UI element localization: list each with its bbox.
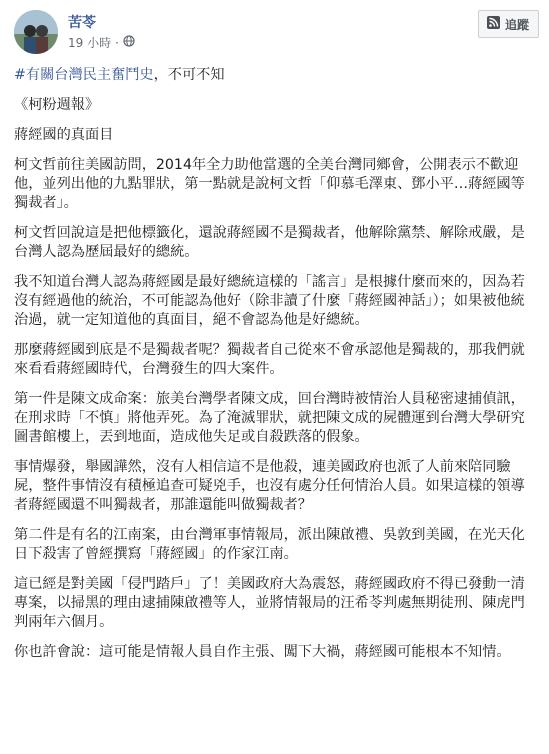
- follow-label: 追蹤: [504, 17, 529, 32]
- paragraph: 我不知道台灣人認為蔣經國是最好總統這樣的「謠言」是根據什麼而來的，因為若沒有經過他的統治，不可能認為他好（除非讀了什麼「蔣經國神話」）；如果被他統治過，就一定知道他的真面目，絕不會認為他是好總統。: [14, 274, 525, 328]
- hashtag-suffix: ，不可不知: [153, 67, 225, 83]
- follow-button[interactable]: [478, 10, 539, 38]
- hashtag-link[interactable]: #有關台灣民主奮鬥史: [14, 67, 154, 83]
- paragraph: 第一件是陳文成命案：旅美台灣學者陳文成，回台灣時被情治人員秘密逮捕偵訊，在刑求時「不慎」將他弄死。為了淹滅罪狀，就把陳文成的屍體運到台灣大學研究圖書館樓上，丟到地面，造成他失足或自殺跌落的假象。: [14, 391, 525, 445]
- paragraph: 那麼蔣經國到底是不是獨裁者呢？獨裁者自己從來不會承認他是獨裁的，那我們就來看看蔣經國時代，台灣發生的四大案件。: [14, 342, 525, 377]
- author-name[interactable]: 苦苓: [68, 15, 96, 31]
- rss-icon: [487, 16, 500, 32]
- paragraph: 蔣經國的真面目: [14, 127, 114, 143]
- paragraph: 柯文哲前往美國訪問，2014年全力助他當選的全美台灣同鄉會，公開表示不歡迎他，並列出他的九點罪狀，第一點就是說柯文哲「仰慕毛澤東、鄧小平…蔣經國等獨裁者」。: [14, 157, 525, 211]
- paragraph: 柯文哲回說這是把他標籤化，還說蔣經國不是獨裁者，他解除黨禁、解除戒嚴，是台灣人認為歷屆最好的總統。: [14, 225, 525, 260]
- avatar[interactable]: [14, 10, 58, 54]
- post-time[interactable]: 19 小時: [68, 36, 112, 50]
- hashtag-line: [14, 66, 536, 85]
- separator-dot: ·: [115, 35, 119, 50]
- globe-icon[interactable]: [123, 35, 135, 50]
- paragraph: 《柯粉週報》: [14, 97, 100, 113]
- paragraph: 第二件是有名的江南案，由台灣軍事情報局，派出陳啟禮、吳敦到美國，在光天化日下殺害了曾經撰寫「蔣經國」的作家江南。: [14, 527, 525, 562]
- post-header: [14, 10, 539, 58]
- post-meta: [68, 34, 135, 51]
- paragraph: 事情爆發，舉國譁然，沒有人相信這不是他殺，連美國政府也派了人前來陪同驗屍，整件事情沒有積極追查可疑兇手，也沒有處分任何情治人員。如果這樣的領導者蔣經國還不叫獨裁者，那誰還能叫做獨裁者？: [14, 459, 525, 513]
- paragraph: 你也許會說：這可能是情報人員自作主張、闖下大禍，蔣經國可能根本不知情。: [14, 644, 511, 660]
- post-body: [14, 66, 536, 673]
- paragraph: 這已經是對美國「侵門踏戶」了！美國政府大為震怒，蔣經國政府不得已發動一清專案，以掃黑的理由逮捕陳啟禮等人，並將情報局的汪希苓判處無期徒刑、陳虎門判兩年六個月。: [14, 576, 525, 630]
